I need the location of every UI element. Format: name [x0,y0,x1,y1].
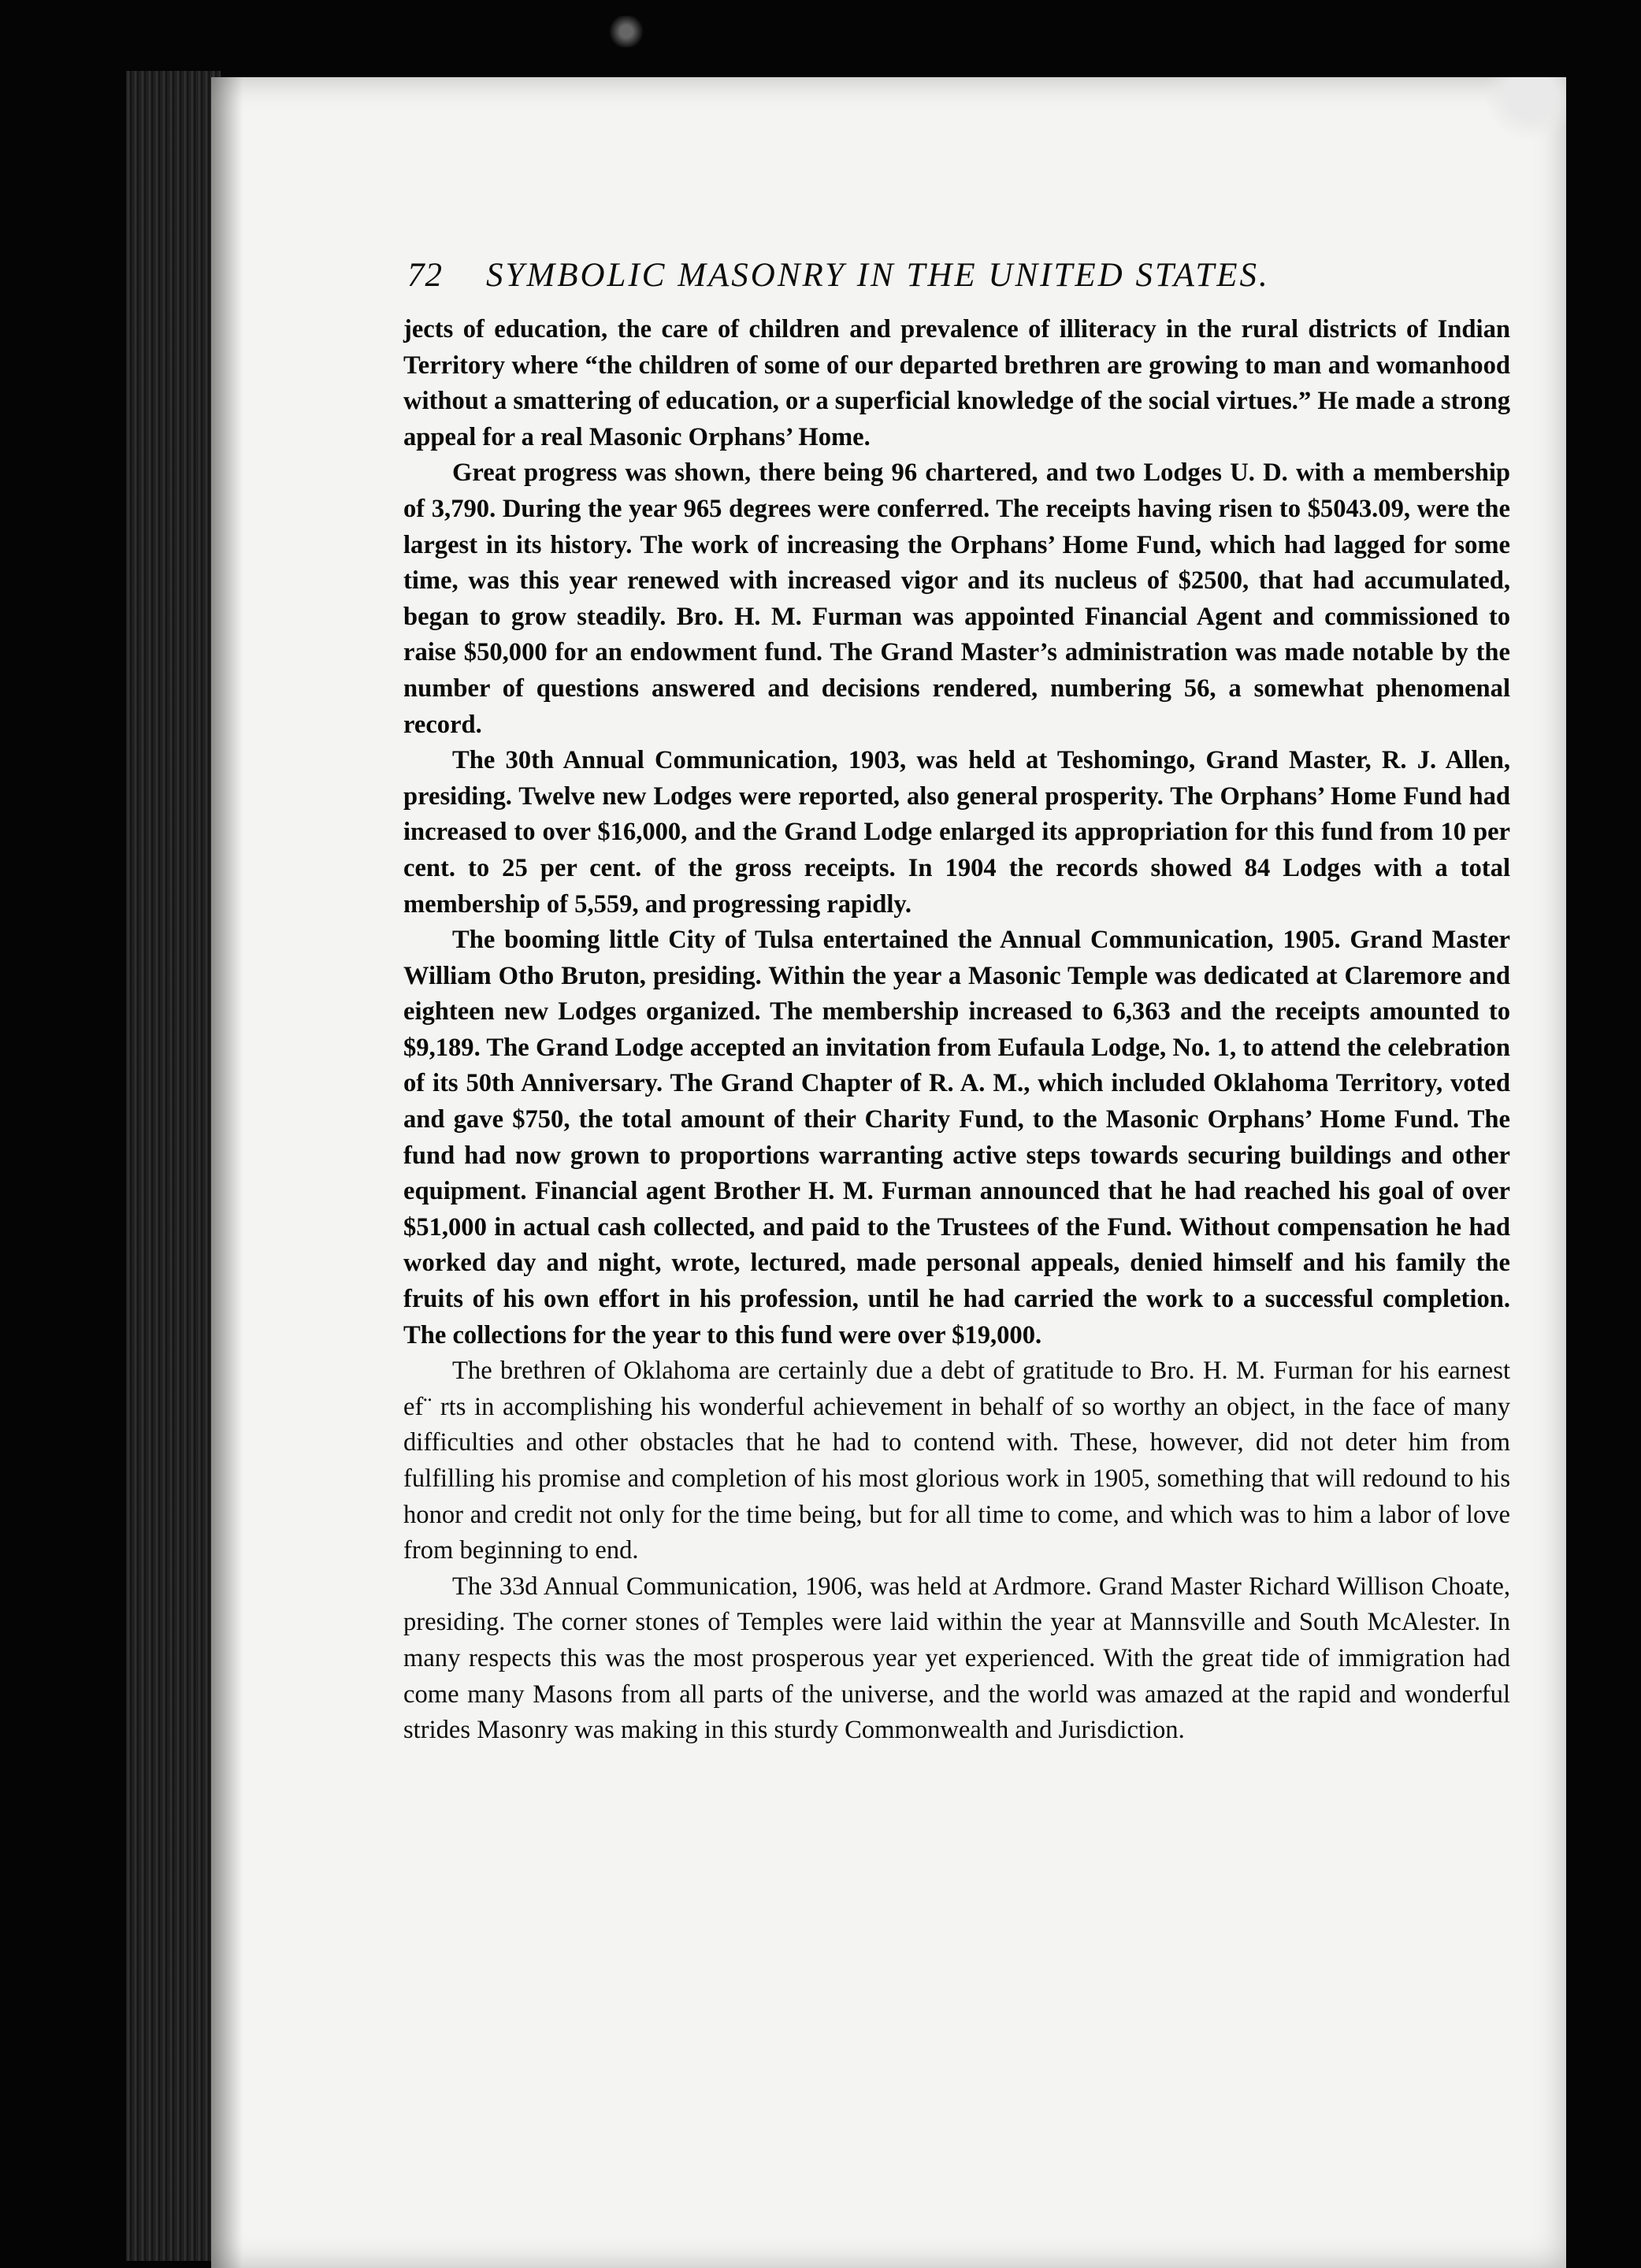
paragraph-2: Great progress was shown, there being 96 chartered, and two Lodges U. D. with a membership of 3,790. During the year 965 degrees were conferred. The receipts having risen to $5043.09, were the largest in its history. The work of increasing the Orphans’ Home Fund, which had lagged for some time, was this year renewed with increased vigor and its nucleus of $2500, that had accumulated, began to grow steadily. Bro. H. M. Furman was appointed Financial Agent and commissioned to raise $50,000 for an endowment fund. The Grand Master’s administration was made notable by the number of questions answered and decisions rendered, numbering 56, a somewhat phenomenal record. [403,458,1510,739]
body-text [403,312,1510,1749]
paragraph-1: jects of education, the care of children and prevalence of illiteracy in the rural districts of Indian Territory where “the children of some of our departed brethren are growing to man and womanhood without a smattering of education, or a superficial knowledge of the social virtues.” He made a strong appeal for a real Masonic Orphans’ Home. [403,315,1510,451]
gutter-shadow [211,77,243,2268]
paragraph-4: The booming little City of Tulsa entertained the Annual Communication, 1905. Grand Master William Otho Bruton, presiding. Within the year a Masonic Temple was dedicated at Claremore and eighteen new Lodges organized. The membership increased to 6,363 and the receipts amounted to $9,189. The Grand Lodge accepted an invitation from Eufaula Lodge, No. 1, to attend the celebration of its 50th Anniversary. The Grand Chapter of R. A. M., which included Oklahoma Territory, voted and gave $750, the total amount of their Charity Fund, to the Masonic Orphans’ Home Fund. The fund had now grown to proportions warranting active steps towards securing buildings and other equipment. Financial agent Brother H. M. Furman announced that he had reached his goal of over $51,000 in actual cash collected, and paid to the Trustees of the Fund. Without compensation he had worked day and night, wrote, lectured, made personal appeals, denied himself and his family the fruits of his own effort in his profession, until he had carried the work to a successful completion. The collections for the year to this fund were over $19,000. [403,926,1510,1349]
paragraph-3: The 30th Annual Communication, 1903, was held at Teshomingo, Grand Master, R. J. Allen, presiding. Twelve new Lodges were reported, also general prosperity. The Orphans’ Home Fund had increased to over $16,000, and the Grand Lodge enlarged its appropriation for this fund from 10 per cent. to 25 per cent. of the gross receipts. In 1904 the records showed 84 Lodges with a total membership of 5,559, and progressing rapidly. [403,746,1510,919]
paragraph-6: The 33d Annual Communication, 1906, was held at Ardmore. Grand Master Richard Willison Choate, presiding. The corner stones of Temples were laid within the year at Mannsville and South McAlester. In many respects this was the most prosperous year yet experienced. With the great tide of immigration had come many Masons from all parts of the universe, and the world was amazed at the rapid and wonderful strides Masonry was making in this sturdy Commonwealth and Jurisdiction. [403,1572,1510,1745]
scan-artifact-top [607,16,646,47]
running-title: SYMBOLIC MASONRY IN THE UNITED STATES. [486,257,1270,294]
paragraph-5: The brethren of Oklahoma are certainly due a debt of gratitude to Bro. H. M. Furman for his earnest ef¨ rts in accomplishing his wonderful achievement in behalf of so worthy an object, in the face of many difficulties and other obstacles that he had to contend with. These, however, did not deter him from fulfilling his promise and completion of his most glorious work in 1905, something that will redound to his honor and credit not only for the time being, but for all time to come, and which was to him a labor of love from beginning to end. [403,1357,1510,1565]
book-page-edges [126,71,221,2261]
scan-artifact-corner [1448,77,1566,164]
page-number: 72 [407,257,443,294]
running-head [407,256,1463,303]
